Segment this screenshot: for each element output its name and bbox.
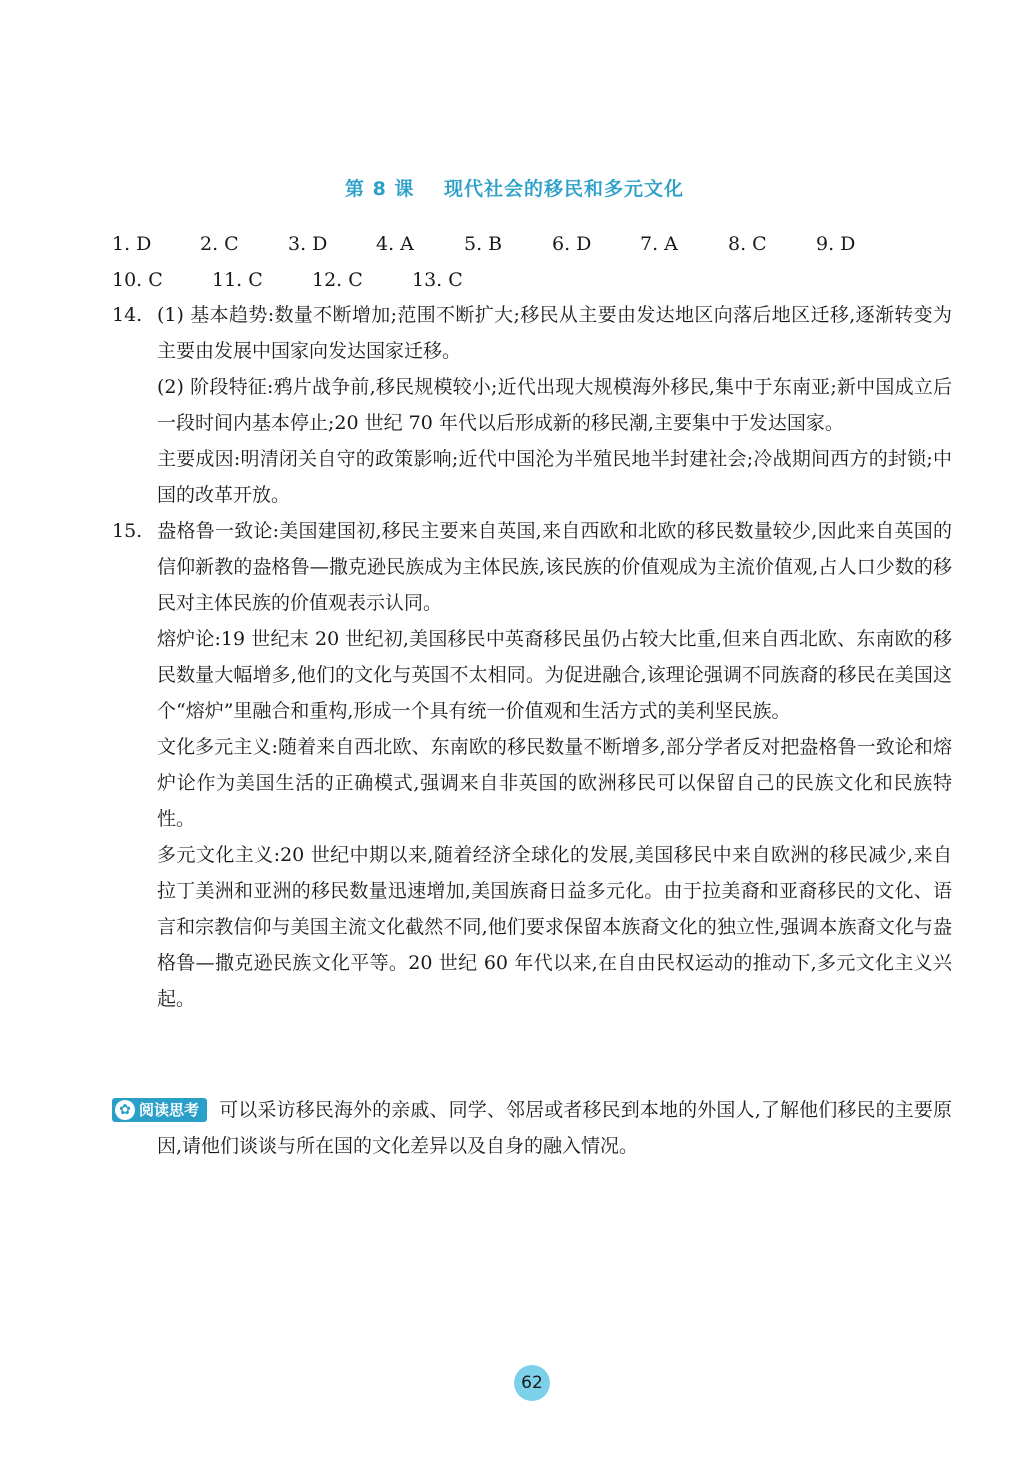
- answer-item: 10. C: [112, 269, 163, 291]
- answer-item: 12. C: [312, 269, 363, 291]
- answer-item: 4. A: [376, 233, 414, 255]
- question-15-paragraph-2: 熔炉论:19 世纪末 20 世纪初,美国移民中英裔移民虽仍占较大比重,但来自西北欧、东南欧的移民数量大幅增多,他们的文化与英国不太相同。为促进融合,该理论强调不同族裔的移民在美国这个“熔炉”里融合和重构,形成一个具有统一价值观和生活方式的美利坚民族。: [157, 628, 952, 722]
- lesson-number: 第 8 课: [344, 178, 415, 200]
- answer-item: 3. D: [288, 233, 328, 255]
- page-number: 62: [514, 1365, 550, 1401]
- answer-item: 6. D: [552, 233, 592, 255]
- question-15-paragraph-4: 多元文化主义:20 世纪中期以来,随着经济全球化的发展,美国移民中来自欧洲的移民减少,来自拉丁美洲和亚洲的移民数量迅速增加,美国族裔日益多元化。由于拉美裔和亚裔移民的文化、语言和宗教信仰与美国主流文化截然不同,他们要求保留本族裔文化的独立性,强调本族裔文化与盎格鲁—撒克逊民族文化平等。20 世纪 60 年代以来,在自由民权运动的推动下,多元文化主义兴起。: [157, 844, 952, 1010]
- question-number: 14.: [112, 304, 143, 326]
- multiple-choice-answers: [112, 226, 952, 298]
- reading-badge-label: 阅读思考: [139, 1101, 200, 1119]
- answer-item: 8. C: [728, 233, 767, 255]
- answer-item: 7. A: [640, 233, 678, 255]
- question-number: 15.: [112, 520, 143, 542]
- lesson-name: 现代社会的移民和多元文化: [444, 178, 685, 200]
- reading-badge: [112, 1098, 207, 1122]
- answer-item: 2. C: [200, 233, 239, 255]
- question-15-paragraph-3: 文化多元主义:随着来自西北欧、东南欧的移民数量不断增多,部分学者反对把盎格鲁一致论和熔炉论作为美国生活的正确模式,强调来自非英国的欧洲移民可以保留自己的民族文化和民族特性。: [157, 736, 952, 830]
- answer-body: [112, 297, 952, 1017]
- question-15: [112, 513, 952, 621]
- flower-icon: ✿: [115, 1100, 135, 1120]
- reading-reflection: [112, 1092, 952, 1164]
- answer-item: 13. C: [412, 269, 463, 291]
- answer-item: 5. B: [464, 233, 503, 255]
- question-14-part-1: (1) 基本趋势:数量不断增加;范围不断扩大;移民从主要由发达地区向落后地区迁移,逐渐转变为主要由发展中国家向发达国家迁移。: [157, 304, 952, 362]
- answer-row-2: [112, 262, 952, 298]
- question-14-part-2: (2) 阶段特征:鸦片战争前,移民规模较小;近代出现大规模海外移民,集中于东南亚;新中国成立后一段时间内基本停止;20 世纪 70 年代以后形成新的移民潮,主要集中于发达国家。: [157, 376, 952, 434]
- question-14: [112, 297, 952, 369]
- lesson-title: [0, 174, 1029, 201]
- answer-row-1: [112, 226, 952, 262]
- question-14-part-3: 主要成因:明清闭关自守的政策影响;近代中国沦为半殖民地半封建社会;冷战期间西方的封锁;中国的改革开放。: [157, 448, 952, 506]
- answer-item: 9. D: [816, 233, 856, 255]
- answer-item: 11. C: [212, 269, 263, 291]
- reading-text: 可以采访移民海外的亲戚、同学、邻居或者移民到本地的外国人,了解他们移民的主要原因,请他们谈谈与所在国的文化差异以及自身的融入情况。: [157, 1099, 952, 1157]
- answer-item: 1. D: [112, 233, 152, 255]
- question-15-paragraph-1: 盎格鲁一致论:美国建国初,移民主要来自英国,来自西欧和北欧的移民数量较少,因此来自英国的信仰新教的盎格鲁—撒克逊民族成为主体民族,该民族的价值观成为主流价值观,占人口少数的移民对主体民族的价值观表示认同。: [157, 520, 952, 614]
